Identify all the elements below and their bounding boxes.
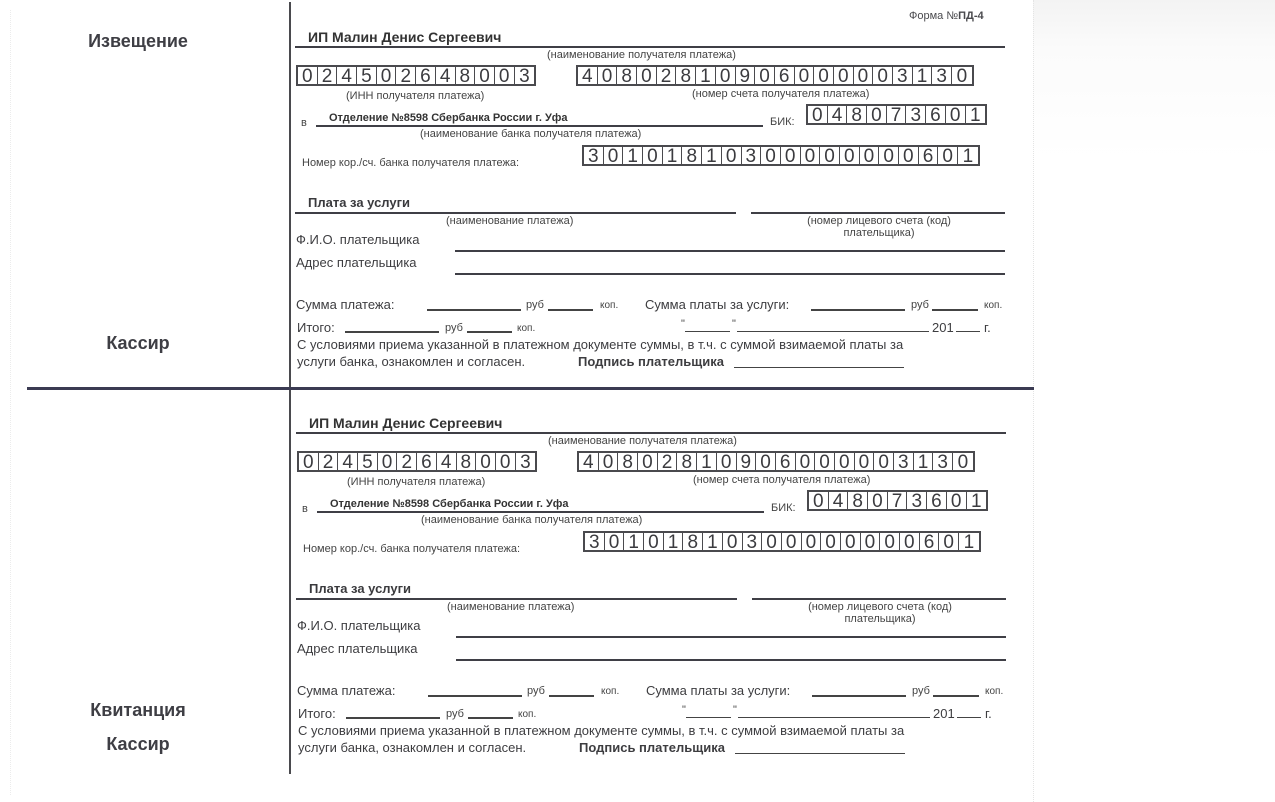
sum-rub-field[interactable] [427, 309, 521, 311]
year-field[interactable] [957, 717, 981, 718]
digit-cell: 0 [860, 147, 880, 164]
payee-name: ИП Малин Денис Сергеевич [308, 29, 502, 45]
terms-line-2: услуги банка, ознакомлен и согласен. [298, 740, 527, 755]
digit-cell: 0 [854, 67, 874, 84]
account-boxes [576, 65, 974, 86]
total-rub-field[interactable] [346, 717, 440, 719]
digit-cell: 7 [887, 106, 907, 123]
digit-cell: 4 [437, 453, 457, 470]
personal-account-line[interactable] [751, 212, 1005, 214]
digit-cell: 0 [938, 147, 958, 164]
sum-label: Сумма платежа: [296, 297, 395, 312]
fee-rub: руб [912, 685, 930, 697]
digit-cell: 3 [585, 533, 605, 550]
bank-name-line [316, 125, 763, 127]
payer-address-field[interactable] [455, 273, 1005, 275]
digit-cell: 0 [802, 533, 822, 550]
account-caption: (номер счета получателя платежа) [693, 474, 871, 486]
digit-cell: 1 [624, 533, 644, 550]
digit-cell: 0 [795, 67, 815, 84]
digit-cell: 4 [579, 453, 599, 470]
digit-cell: 3 [932, 67, 952, 84]
digit-cell: 0 [755, 67, 775, 84]
sum-rub: руб [527, 685, 545, 697]
digit-cell: 3 [907, 492, 927, 509]
digit-cell: 0 [722, 147, 742, 164]
form-number-prefix: Форма № [909, 10, 959, 22]
bank-caption: (наименование банка получателя платежа) [421, 514, 643, 526]
date-quote-close: " [732, 318, 736, 330]
year-suffix: г. [985, 706, 992, 721]
digit-cell: 4 [337, 67, 357, 84]
total-rub: руб [445, 322, 463, 334]
digit-cell: 0 [820, 147, 840, 164]
digit-cell: 4 [829, 492, 849, 509]
digit-cell: 1 [696, 67, 716, 84]
digit-cell: 3 [519, 66, 530, 87]
digit-cell: 0 [605, 533, 625, 550]
sum-label: Сумма платежа: [297, 683, 396, 698]
fee-label: Сумма платы за услуги: [646, 683, 791, 698]
fee-label: Сумма платы за услуги: [645, 297, 790, 312]
payer-name-field[interactable] [456, 636, 1006, 638]
digit-cell: 0 [796, 453, 816, 470]
digit-cell: 1 [962, 146, 974, 167]
year-suffix: г. [984, 320, 991, 335]
digit-cell: 0 [835, 453, 855, 470]
payer-name-label: Ф.И.О. плательщика [296, 232, 420, 247]
digit-cell: 0 [861, 533, 881, 550]
date-month-field[interactable] [737, 331, 929, 332]
cashier-label-bottom: Кассир [106, 734, 170, 754]
sum-kop-field[interactable] [549, 695, 594, 697]
personal-account-caption-2: плательщика) [844, 613, 916, 625]
corr-account-boxes [582, 145, 980, 166]
digit-cell: 1 [971, 491, 982, 512]
digit-cell: 3 [893, 67, 913, 84]
account-boxes [577, 451, 975, 472]
terms-line-1: С условиями приема указанной в платежном документе суммы, в т.ч. с суммой взимаемой платы за [297, 337, 904, 352]
digit-cell: 7 [888, 492, 908, 509]
bik-label: БИК: [771, 502, 796, 514]
digit-cell: 8 [682, 147, 702, 164]
payee-name-caption: (наименование получателя платежа) [547, 49, 736, 61]
date-quote-close: " [733, 704, 737, 716]
digit-cell: 8 [617, 67, 637, 84]
digit-cell: 0 [874, 453, 894, 470]
signature-field[interactable] [734, 367, 904, 368]
digit-cell: 8 [618, 453, 638, 470]
digit-cell: 0 [900, 533, 920, 550]
payment-caption: (наименование платежа) [446, 215, 574, 227]
digit-cell: 8 [456, 67, 476, 84]
digit-cell: 4 [578, 67, 598, 84]
fee-kop: коп. [985, 686, 1004, 697]
digit-cell: 0 [299, 453, 319, 470]
digit-cell: 2 [397, 453, 417, 470]
personal-account-caption [799, 215, 959, 239]
digit-cell: 6 [416, 67, 436, 84]
bank-caption: (наименование банка получателя платежа) [420, 128, 642, 140]
corr-account-label: Номер кор./сч. банка получателя платежа: [303, 543, 521, 555]
digit-cell: 0 [781, 147, 801, 164]
digit-cell: 3 [933, 453, 953, 470]
fee-kop-field[interactable] [933, 695, 979, 697]
digit-cell: 8 [847, 106, 867, 123]
payee-name: ИП Малин Денис Сергеевич [309, 415, 503, 431]
payer-address-label: Адрес плательщика [297, 641, 418, 656]
digit-cell: 6 [926, 106, 946, 123]
cashier-label-top: Кассир [106, 333, 170, 353]
digit-cell: 6 [775, 67, 795, 84]
digit-cell: 6 [417, 453, 437, 470]
signature-field[interactable] [735, 753, 905, 754]
digit-cell: 4 [828, 106, 848, 123]
fee-rub-field[interactable] [812, 695, 906, 697]
digit-cell: 0 [644, 533, 664, 550]
digit-cell: 0 [879, 147, 899, 164]
personal-account-caption-1: (номер лицевого счета (код) [808, 601, 952, 613]
digit-cell: 0 [946, 106, 966, 123]
digit-cell: 0 [599, 453, 619, 470]
digit-cell: 6 [920, 533, 940, 550]
digit-cell: 6 [927, 492, 947, 509]
digit-cell: 0 [762, 533, 782, 550]
payer-address-field[interactable] [456, 659, 1006, 661]
digit-cell: 3 [743, 533, 763, 550]
digit-cell: 0 [867, 106, 887, 123]
digit-cell: 0 [841, 533, 861, 550]
digit-cell: 0 [814, 67, 834, 84]
digit-cell: 0 [716, 67, 736, 84]
digit-cell: 4 [436, 67, 456, 84]
digit-cell: 0 [298, 67, 318, 84]
signature-label: Подпись плательщика [578, 354, 724, 369]
digit-cell: 2 [319, 453, 339, 470]
fee-rub: руб [911, 299, 929, 311]
digit-cell: 0 [834, 67, 854, 84]
corr-account-label: Номер кор./сч. банка получателя платежа: [302, 157, 520, 169]
payee-name-line [295, 46, 1005, 48]
digit-cell: 3 [906, 106, 926, 123]
total-label: Итого: [297, 320, 335, 335]
digit-cell: 0 [899, 147, 919, 164]
digit-cell: 0 [868, 492, 888, 509]
sum-kop-field[interactable] [548, 309, 593, 311]
digit-cell: 3 [520, 452, 531, 473]
corr-account-boxes [583, 531, 981, 552]
digit-cell: 8 [683, 533, 703, 550]
digit-cell: 2 [657, 67, 677, 84]
digit-cell: 6 [919, 147, 939, 164]
digit-cell: 5 [358, 453, 378, 470]
digit-cell: 2 [658, 453, 678, 470]
total-rub-field[interactable] [345, 331, 439, 333]
inn-caption: (ИНН получателя платежа) [347, 476, 486, 488]
digit-cell: 0 [939, 533, 959, 550]
inn-boxes [296, 65, 536, 86]
total-kop-field[interactable] [467, 331, 512, 333]
payer-address-label: Адрес плательщика [296, 255, 417, 270]
digit-cell: 5 [357, 67, 377, 84]
sum-rub: руб [526, 299, 544, 311]
digit-cell: 0 [821, 533, 841, 550]
digit-cell: 1 [663, 147, 683, 164]
digit-cell: 1 [963, 532, 975, 553]
digit-cell: 8 [848, 492, 868, 509]
payment-name: Плата за услуги [309, 581, 412, 596]
date-quote-open: " [682, 704, 686, 716]
digit-cell: 1 [914, 453, 934, 470]
terms-line-2: услуги банка, ознакомлен и согласен. [297, 354, 526, 369]
digit-cell: 3 [742, 147, 762, 164]
digit-cell: 0 [947, 492, 967, 509]
digit-cell: 1 [664, 533, 684, 550]
digit-cell: 8 [677, 453, 697, 470]
sum-rub-field[interactable] [428, 695, 522, 697]
total-rub: руб [446, 708, 464, 720]
sum-kop: коп. [601, 686, 620, 697]
digit-cell: 0 [475, 67, 495, 84]
inn-boxes [297, 451, 537, 472]
digit-cell: 0 [761, 147, 781, 164]
digit-cell: 0 [604, 147, 624, 164]
total-kop-field[interactable] [468, 717, 513, 719]
digit-cell: 8 [457, 453, 477, 470]
digit-cell: 0 [840, 147, 860, 164]
digit-cell: 0 [801, 147, 821, 164]
form-number-value: ПД-4 [958, 10, 984, 22]
bank-name: Отделение №8598 Сбербанка России г. Уфа [329, 112, 568, 124]
date-day-field[interactable] [686, 717, 731, 718]
personal-account-caption-2: плательщика) [843, 227, 915, 239]
digit-cell: 0 [495, 67, 515, 84]
date-day-field[interactable] [685, 331, 730, 332]
payer-name-field[interactable] [455, 250, 1005, 252]
digit-cell: 9 [736, 67, 756, 84]
digit-cell: 0 [723, 533, 743, 550]
payment-name: Плата за услуги [308, 195, 411, 210]
bank-prefix: в [302, 503, 308, 515]
digit-cell: 0 [815, 453, 835, 470]
digit-cell: 0 [957, 452, 969, 473]
digit-cell: 1 [913, 67, 933, 84]
digit-cell: 0 [377, 67, 397, 84]
total-label: Итого: [298, 706, 336, 721]
digit-cell: 0 [378, 453, 398, 470]
sum-kop: коп. [600, 300, 619, 311]
account-caption: (номер счета получателя платежа) [692, 88, 870, 100]
terms-line-1: С условиями приема указанной в платежном документе суммы, в т.ч. с суммой взимаемой платы за [298, 723, 905, 738]
digit-cell: 0 [638, 453, 658, 470]
digit-cell: 8 [676, 67, 696, 84]
inn-caption: (ИНН получателя платежа) [346, 90, 485, 102]
personal-account-line[interactable] [752, 598, 1006, 600]
payment-caption: (наименование платежа) [447, 601, 575, 613]
digit-cell: 0 [880, 533, 900, 550]
bik-boxes [807, 490, 988, 511]
digit-cell: 0 [643, 147, 663, 164]
digit-cell: 1 [970, 105, 981, 126]
digit-cell: 2 [318, 67, 338, 84]
payee-name-line [296, 432, 1006, 434]
digit-cell: 1 [702, 147, 722, 164]
bank-name-line [317, 511, 764, 513]
bik-label: БИК: [770, 116, 795, 128]
digit-cell: 0 [756, 453, 776, 470]
personal-account-caption-1: (номер лицевого счета (код) [807, 215, 951, 227]
year-prefix: 201 [932, 320, 954, 335]
payment-name-line [296, 598, 737, 600]
notice-section [0, 0, 1275, 390]
bank-name: Отделение №8598 Сбербанка России г. Уфа [330, 498, 569, 510]
digit-cell: 4 [338, 453, 358, 470]
digit-cell: 0 [598, 67, 618, 84]
fee-rub-field[interactable] [811, 309, 905, 311]
payment-name-line [295, 212, 736, 214]
digit-cell: 1 [697, 453, 717, 470]
digit-cell: 1 [703, 533, 723, 550]
bik-boxes [806, 104, 987, 125]
payee-name-caption: (наименование получателя платежа) [548, 435, 737, 447]
digit-cell: 3 [584, 147, 604, 164]
signature-label: Подпись плательщика [579, 740, 725, 755]
digit-cell: 0 [855, 453, 875, 470]
receipt-label: Квитанция [90, 700, 186, 720]
year-prefix: 201 [933, 706, 955, 721]
digit-cell: 1 [623, 147, 643, 164]
notice-label: Извещение [88, 31, 188, 51]
digit-cell: 0 [782, 533, 802, 550]
digit-cell: 0 [637, 67, 657, 84]
personal-account-caption [800, 601, 960, 625]
digit-cell: 0 [809, 492, 829, 509]
digit-cell: 2 [396, 67, 416, 84]
digit-cell: 0 [873, 67, 893, 84]
total-kop: коп. [518, 709, 537, 720]
fee-kop-field[interactable] [932, 309, 978, 311]
date-month-field[interactable] [738, 717, 930, 718]
year-field[interactable] [956, 331, 980, 332]
date-quote-open: " [681, 318, 685, 330]
payer-name-label: Ф.И.О. плательщика [297, 618, 421, 633]
digit-cell: 0 [956, 66, 968, 87]
bank-prefix: в [301, 117, 307, 129]
digit-cell: 0 [476, 453, 496, 470]
digit-cell: 9 [737, 453, 757, 470]
total-kop: коп. [517, 323, 536, 334]
digit-cell: 0 [496, 453, 516, 470]
digit-cell: 0 [717, 453, 737, 470]
digit-cell: 6 [776, 453, 796, 470]
fee-kop: коп. [984, 300, 1003, 311]
receipt-section [1, 386, 1275, 786]
digit-cell: 3 [894, 453, 914, 470]
digit-cell: 0 [808, 106, 828, 123]
